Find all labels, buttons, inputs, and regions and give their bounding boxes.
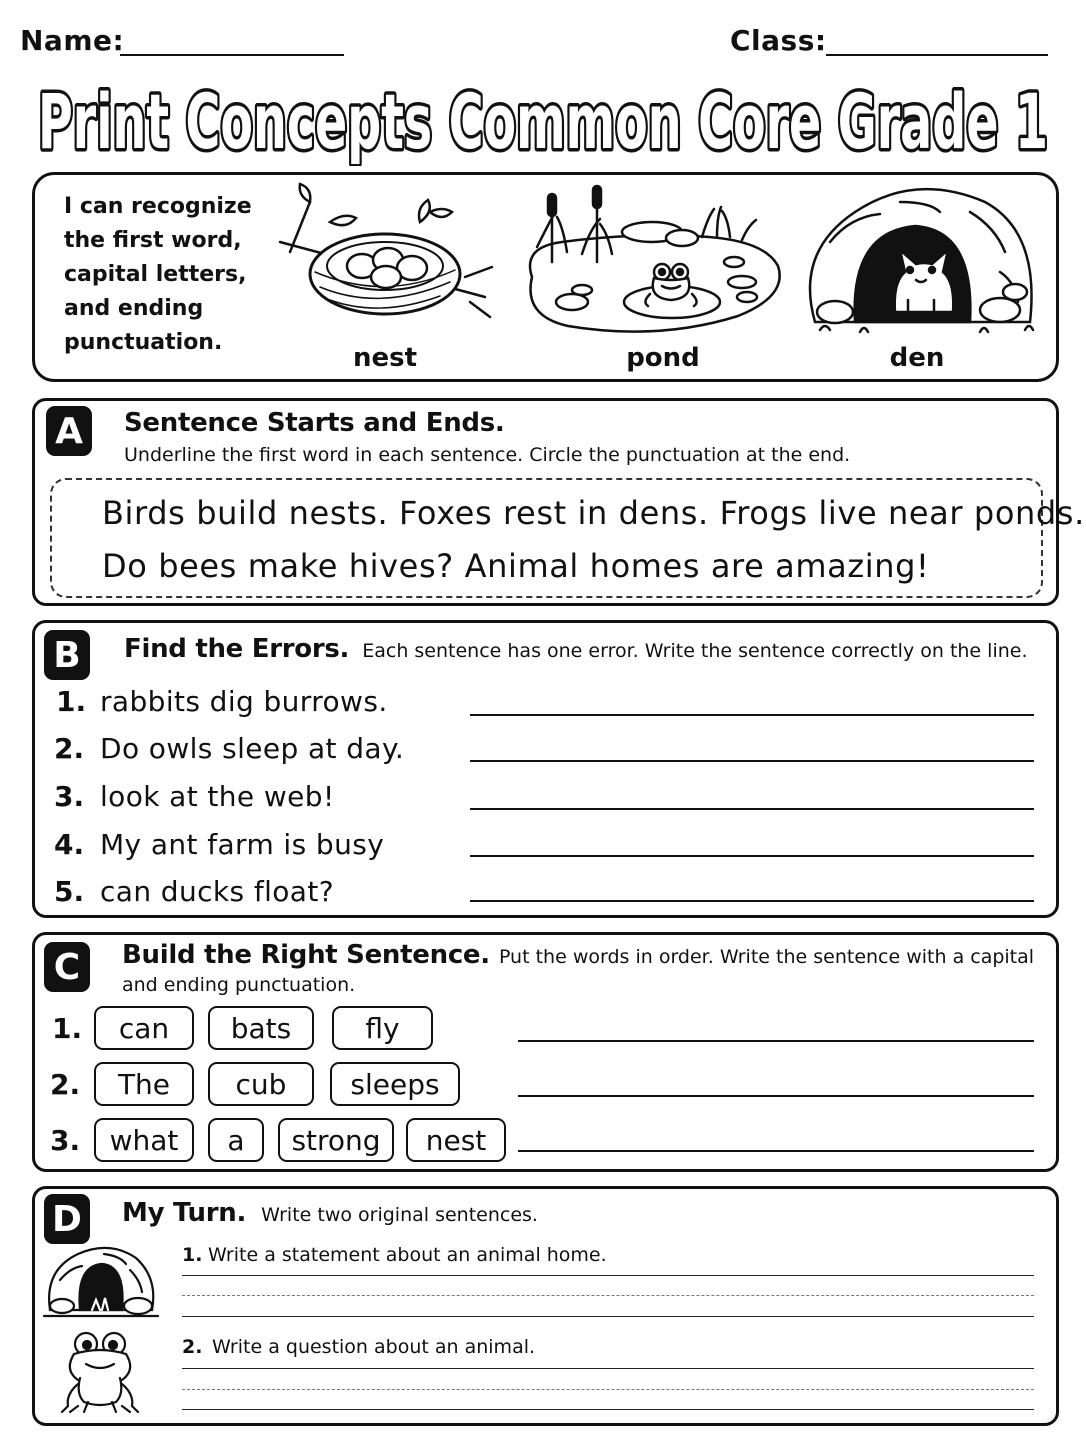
writing-line[interactable] [182,1367,1034,1369]
cave-icon [42,1244,160,1320]
word-card[interactable]: The [94,1062,194,1106]
row-number: 3. [50,1124,81,1157]
row-number: 1. [52,1012,83,1045]
answer-line[interactable] [470,714,1034,716]
answer-line[interactable] [470,855,1034,857]
section-b-badge: B [44,630,90,680]
section-b-title: Find the Errors. [124,634,350,664]
answer-line[interactable] [518,1040,1034,1042]
error-sentence: Do owls sleep at day. [100,732,405,765]
error-sentence: rabbits dig burrows. [100,685,388,718]
name-label: Name: [20,24,125,57]
word-card[interactable]: sleeps [330,1062,460,1106]
item-number: 4. [54,828,85,861]
item-number: 3. [54,780,85,813]
section-d-badge: D [44,1194,90,1244]
section-c-instruction: Put the words in order. Write the sentence with a capital [498,946,1035,968]
answer-line[interactable] [518,1150,1034,1152]
title-text: Print Concepts Common Core Grade 1 [38,77,1048,166]
writing-line[interactable] [182,1274,1034,1276]
goal-line: punctuation. [64,330,223,355]
section-a-title: Sentence Starts and Ends. [124,408,505,438]
learning-goal [64,190,264,360]
word-card[interactable]: strong [278,1118,394,1162]
bird-nest-icon [270,182,500,342]
goal-line: and ending [64,296,204,321]
item-number: 1. [56,685,87,718]
section-b-heading [124,634,1028,664]
word-card[interactable]: nest [406,1118,506,1162]
answer-line[interactable] [518,1095,1034,1097]
pond-label: pond [626,343,700,373]
error-sentence: My ant farm is busy [100,828,385,861]
section-d-heading [122,1198,538,1228]
den-label: den [889,343,945,373]
word-card[interactable]: can [94,1006,194,1050]
sentence-line[interactable]: Birds build nests. Foxes rest in dens. Frogs live near ponds. [102,494,1085,532]
section-a-instruction: Underline the first word in each sentence. Circle the punctuation at the end. [124,444,851,466]
prompt-text: Write a statement about an animal home. [208,1244,607,1266]
name-line[interactable] [120,54,344,56]
section-d-title: My Turn. [122,1198,247,1228]
class-line[interactable] [826,54,1048,56]
answer-line[interactable] [470,808,1034,810]
row-number: 2. [50,1068,81,1101]
error-sentence: can ducks float? [100,875,334,908]
writing-line[interactable] [182,1315,1034,1317]
section-b-box [32,620,1059,918]
section-c-badge: C [44,942,90,992]
writing-line[interactable] [182,1408,1034,1410]
item-number: 2. [54,732,85,765]
prompt-number: 2. [182,1336,203,1358]
section-a-badge: A [46,406,92,456]
sentence-line[interactable]: Do bees make hives? Animal homes are amazing! [102,547,930,585]
page-title [20,74,1066,166]
writing-midline [182,1294,1034,1296]
section-c-instruction-cont: and ending punctuation. [122,974,356,996]
answer-line[interactable] [470,760,1034,762]
writing-midline [182,1388,1034,1390]
goal-line: the first word, [64,228,242,253]
section-d-instruction: Write two original sentences. [261,1204,538,1226]
error-sentence: look at the web! [100,780,335,813]
goal-line: capital letters, [64,262,247,287]
section-c-heading [122,940,1034,970]
word-card[interactable]: bats [208,1006,314,1050]
section-c-title: Build the Right Sentence. [122,940,490,970]
nest-label: nest [352,343,418,373]
word-card[interactable]: a [208,1118,264,1162]
item-number: 5. [54,875,85,908]
word-card[interactable]: what [94,1118,194,1162]
fox-den-icon [800,182,1044,342]
pond-frog-icon [522,182,784,342]
section-b-instruction: Each sentence has one error. Write the sentence correctly on the line. [362,640,1028,662]
word-card[interactable]: cub [208,1062,314,1106]
prompt-text: Write a question about an animal. [212,1336,536,1358]
prompt-number: 1. [182,1244,203,1266]
frog-icon [60,1328,140,1418]
class-label: Class: [730,24,827,57]
word-card[interactable]: fly [332,1006,433,1050]
goal-line: I can recognize [64,194,252,219]
answer-line[interactable] [470,900,1034,902]
